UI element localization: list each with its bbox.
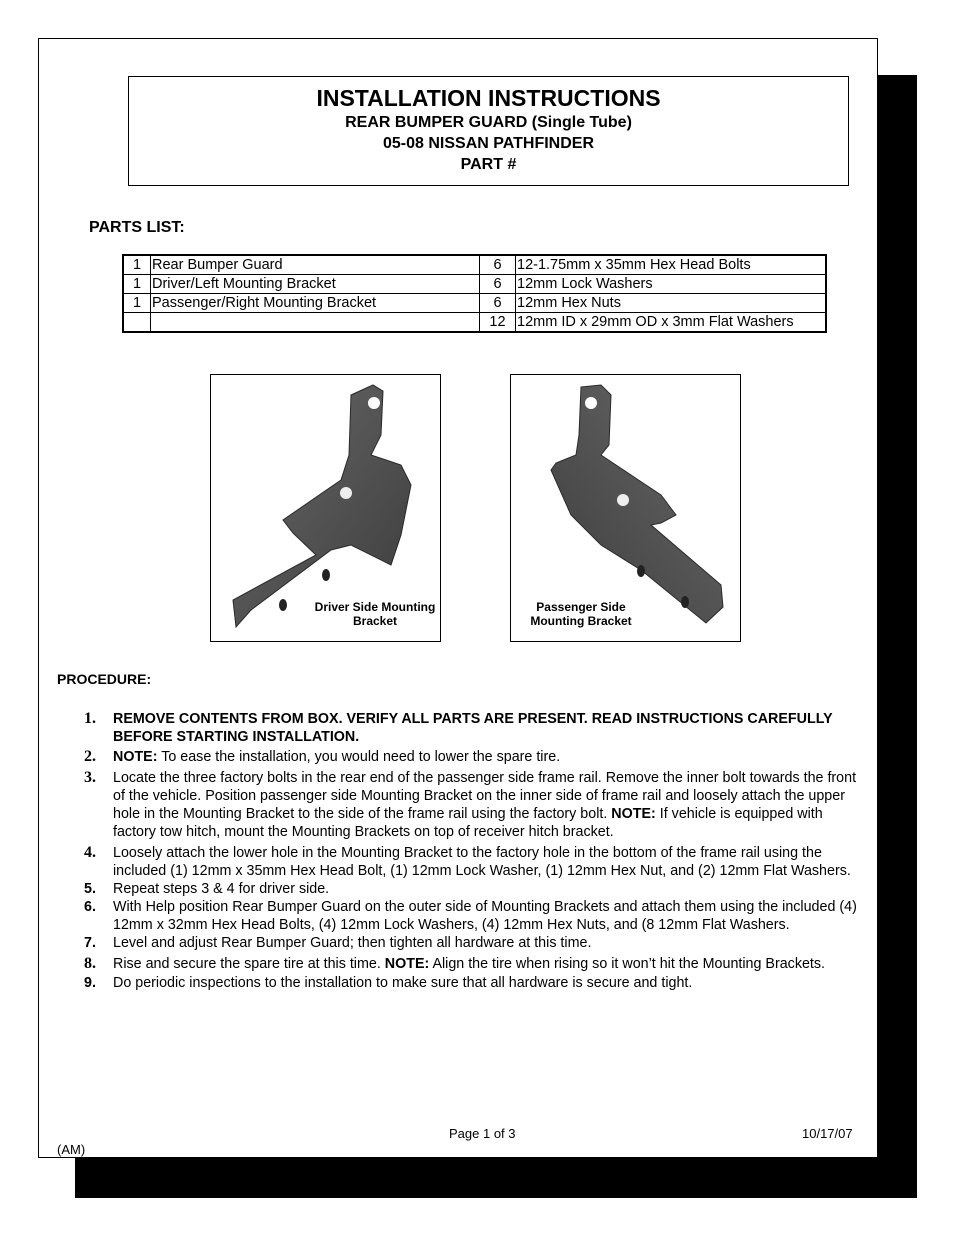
vehicle-model: 05-08 NISSAN PATHFINDER [383,135,594,152]
step-number: 4. [84,844,96,861]
qty-cell: 6 [480,294,516,313]
step-number: 3. [84,769,96,786]
caption-line: Bracket [352,614,398,628]
passenger-photo-caption [519,600,643,628]
document-page [38,38,878,1158]
qty-cell: 1 [123,255,151,275]
step-number: 5. [84,881,96,897]
step-5 [39,880,869,898]
driver-photo-caption [309,600,441,628]
note-label: NOTE: [384,956,430,972]
parts-list-table [122,254,827,333]
step-text: Locate the three factory bolts in the rear end of the passenger side frame rail. Remove the inner bolt towards the front of the vehicle. Position passenger side Mounting Bracket on the inner side of frame rail and loosely attach the upper hole in the Mounting Bracket to the side of the frame rail using the factory bolt. [113,770,857,822]
step-4 [39,844,869,880]
step-number: 1. [84,710,96,727]
part-number: PART # [460,156,517,173]
step-6 [39,898,869,934]
page-number: Page 1 of 3 [449,1126,516,1141]
step-text: With Help position Rear Bumper Guard on the outer side of Mounting Brackets and attach them using the included (4) 12mm x 32mm Hex Head Bolts, (4) 12mm Lock Washers, (4) 12mm Hex Nuts, and (8 12mm Flat Washers. [113,899,857,933]
table-row [123,275,826,294]
procedure-heading: PROCEDURE: [57,671,152,687]
step-number: 9. [84,975,96,991]
step-text: Loosely attach the lower hole in the Mounting Bracket to the factory hole in the bottom of the frame rail using the included (1) 12mm x 35mm Hex Head Bolt, (1) 12mm Lock Washer, (1) 12mm Hex Nut, and (2) 12mm Flat Washers. [113,845,851,879]
table-row [123,255,826,275]
step-text: Do periodic inspections to the installation to make sure that all hardware is secure and tight. [113,975,693,991]
step-text: REMOVE CONTENTS FROM BOX. VERIFY ALL PARTS ARE PRESENT. READ INSTRUCTIONS CAREFULLY BEFORE STARTING INSTALLATION. [113,711,833,745]
step-number: 8. [84,955,96,972]
product-subtitle: REAR BUMPER GUARD (Single Tube) [345,114,632,131]
table-row [123,294,826,313]
step-9 [39,974,869,992]
item-cell: 12mm ID x 29mm OD x 3mm Flat Washers [516,313,827,333]
note-label: NOTE: [611,806,656,822]
note-label: NOTE: [113,749,158,765]
table-row [123,313,826,333]
item-cell: Rear Bumper Guard [151,255,480,275]
step-number: 2. [84,748,96,765]
document-title: INSTALLATION INSTRUCTIONS [316,85,661,111]
item-cell [151,313,480,333]
step-number: 7. [84,935,96,951]
item-cell: 12mm Lock Washers [516,275,827,294]
qty-cell: 6 [480,255,516,275]
procedure-steps [39,710,869,992]
driver-bracket-photo [210,374,441,642]
note-text: If vehicle is equipped with factory tow hitch, mount the Mounting Brackets on top of receiver hitch bracket. [113,806,823,840]
step-text: Repeat steps 3 & 4 for driver side. [113,881,330,897]
qty-cell: 12 [480,313,516,333]
parts-list-heading: PARTS LIST: [89,219,185,236]
passenger-bracket-photo [510,374,741,642]
qty-cell: 1 [123,294,151,313]
caption-line: Passenger Side [536,600,626,614]
step-text: Rise and secure the spare tire at this time. [113,956,385,972]
qty-cell: 1 [123,275,151,294]
step-8 [39,955,869,973]
step-2 [39,748,869,766]
step-7 [39,934,869,952]
note-text: Align the tire when rising so it won’t hit the Mounting Brackets. [429,956,826,972]
author-initials: (AM) [57,1142,86,1157]
step-3 [39,769,869,841]
item-cell: 12-1.75mm x 35mm Hex Head Bolts [516,255,827,275]
step-text: Level and adjust Rear Bumper Guard; then tighten all hardware at this time. [113,935,592,951]
qty-cell: 6 [480,275,516,294]
qty-cell [123,313,151,333]
item-cell: Passenger/Right Mounting Bracket [151,294,480,313]
title-block [128,76,849,186]
caption-line: Mounting Bracket [530,614,632,628]
step-text: To ease the installation, you would need to lower the spare tire. [157,749,561,765]
step-1 [39,710,869,746]
step-number: 6. [84,899,96,915]
caption-line: Driver Side Mounting [314,600,436,614]
item-cell: 12mm Hex Nuts [516,294,827,313]
item-cell: Driver/Left Mounting Bracket [151,275,480,294]
document-date: 10/17/07 [802,1126,853,1141]
